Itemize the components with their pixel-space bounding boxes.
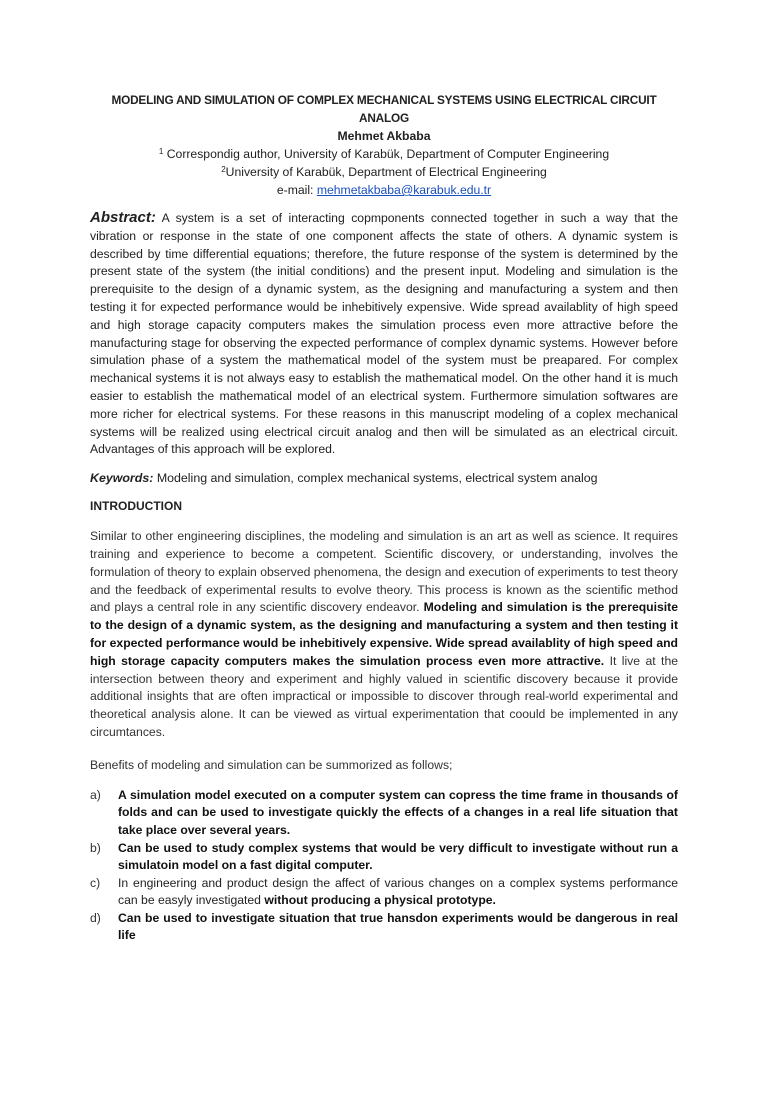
list-item-text: A simulation model executed on a computer system can copress the time frame in thousands of folds and can be used to investigate quickly the effects of a changes in a real life situation that take place over several years. (118, 787, 678, 837)
list-item (90, 910, 678, 945)
abstract-text: A system is a set of interacting copmponents connected together in such a way that the vibration or response in the state of one component affects the state of others. A dynamic system is described by time differential equations; therefore, the future response of the system is determined by the present state of the system (the initial conditions) and the present input. Modeling and simulation is the prerequisite to the design of a dynamic system, as the designing and manufacturing a system and then testing it for expected performance would be inhebitively expensive. Wide spread availablity of high speed and high storage capacity computers makes the simulation process even more attractive before the manufacturing stage for observing the expected performance of complex dynamic systems. However before simulation phase of a system the mathematical model of the system must be preapared. For complex mechanical systems it is not always easy to establish the mathematical model. On the other hand it is much easier to establish the mathematical model of an electrical system. Furthermore simulation softwares are more richer for electrical systems. For these reasons in this manuscript modeling of a coplex mechanical systems will be realized using electrical circuit analog and then will be simulated as an electrical circuit. Advantages of this approach will be explored. (90, 211, 678, 457)
intro-text-bold: Modeling and simulation is the prerequisite to the design of a dynamic system, as the designing and manufacturing a system and then testing it for expected performance would be inhebitively expensive. Wide spread availablity of high speed and high storage capacity computers makes the simulation process even more attractive. (90, 600, 679, 668)
list-item-text: Can be used to study complex systems that would be very difficult to investigate without run a simulatoin model on a fast digital computer. (118, 840, 678, 873)
affiliation-1-text: Correspondig author, University of Karabük, Department of Computer Engineering (166, 147, 610, 161)
list-item (90, 787, 678, 840)
list-item-text (118, 875, 678, 910)
affiliation-2-marker: 2 (221, 165, 226, 174)
list-marker: c) (90, 875, 101, 890)
author-name: Mehmet Akbaba (337, 129, 431, 143)
affiliation-2-text: University of Karabük, Department of Electrical Engineering (225, 165, 547, 179)
keywords (90, 471, 678, 485)
paper-page (0, 91, 768, 1115)
paper-title: MODELING AND SIMULATION OF COMPLEX MECHANICAL SYSTEMS USING ELECTRICAL CIRCUIT ANALOG (111, 93, 657, 125)
abstract (90, 209, 678, 459)
list-item-text-bold: without producing a physical prototype. (264, 893, 496, 908)
keywords-text: Modeling and simulation, complex mechanical systems, electrical system analog (156, 471, 598, 486)
list-marker: d) (90, 910, 101, 925)
abstract-label: Abstract: (90, 209, 156, 226)
affiliation-1 (90, 145, 678, 163)
email-line (90, 181, 678, 199)
list-item-text: Can be used to investigate situation that true hansdon experiments would be dangerous in real life (118, 910, 678, 943)
email-link[interactable]: mehmetakbaba@karabuk.edu.tr (316, 183, 492, 197)
benefits-intro: Benefits of modeling and simulation can be summorized as follows; (90, 757, 453, 772)
keywords-label: Keywords: (90, 471, 154, 486)
list-marker: a) (90, 787, 101, 802)
benefits-list (90, 787, 678, 945)
list-item (90, 875, 678, 910)
affiliation-2 (90, 163, 678, 181)
list-marker: b) (90, 840, 101, 855)
intro-text-part1: Similar to other engineering disciplines, the modeling and simulation is an art as well as science. It requires training and experience to become a competent. Scientific discovery, or understanding, involves the formulation of theory to explain observed phenomena, the design and execution of experiments to test theory and the feedback of experimental results to evolve theory. This process is known as the scientific method and plays a central role in any scientific discovery endeavor. (90, 529, 678, 615)
introduction-paragraph (90, 528, 678, 742)
section-heading-introduction: INTRODUCTION (90, 499, 182, 514)
list-item (90, 840, 678, 875)
intro-text-part2: It live at the intersection between theory and experiment and highly valued in scientific discovery because it provide additional insights that are often impractical or impossible to discover through real-world experimental and theoretical analysis alone. It can be viewed as virtual experimentation that coould be implemented in any circumtances. (90, 653, 678, 739)
affiliation-1-marker: 1 (158, 147, 164, 156)
email-label: e-mail: (276, 183, 314, 197)
list-item-text-plain: In engineering and product design the affect of various changes on a complex systems performance can be easyly investigated (118, 875, 678, 908)
